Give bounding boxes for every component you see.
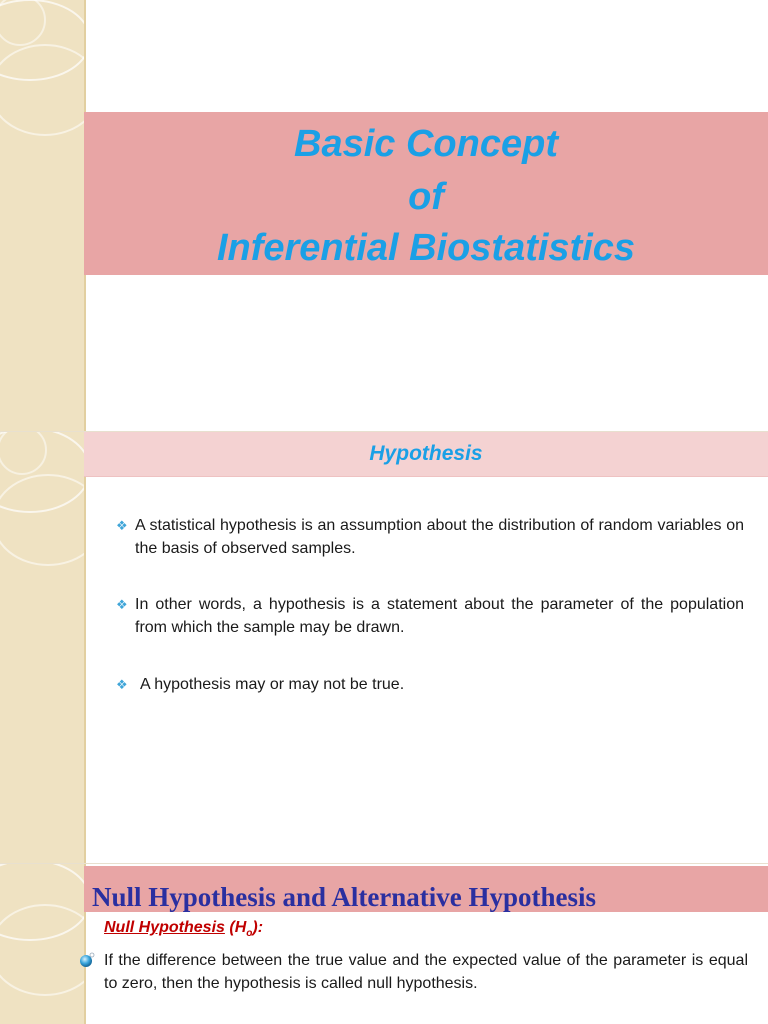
list-item [116,673,744,696]
diamond-bullet-icon: ❖ [116,677,128,692]
definition-text: If the difference between the true value and the expected value of the parameter is equal to zero, then the hypothesis is called null hypothesis. [104,952,748,992]
diamond-bullet-icon: ❖ [116,597,128,612]
bullet-text: In other words, a hypothesis is a statement about the parameter of the population from which the sample may be drawn. [135,596,744,636]
decorative-rings-icon [0,0,84,432]
decorative-side-band [0,0,86,432]
symbol-open: (H [229,919,247,936]
decorative-side-band [0,432,86,864]
list-item [116,593,744,639]
bullet-text: A statistical hypothesis is an assumption about the distribution of random variables on the basis of observed samples. [135,517,744,557]
slide-hypothesis [0,432,768,864]
title-line-2: of [408,176,444,218]
slide-null-hypothesis [0,864,768,1024]
symbol-close: ): [252,919,264,936]
title-line-3: Inferential Biostatistics [216,227,636,269]
diamond-bullet-icon: ❖ [116,518,128,533]
term-label: Null Hypothesis [104,919,225,936]
sphere-bullet-icon [76,952,96,968]
symbol-subscript: o [246,928,253,940]
decorative-rings-icon [0,864,84,1024]
decorative-side-band [0,864,86,1024]
section-heading: Null Hypothesis and Alternative Hypothesis [92,882,597,912]
list-item [116,514,744,560]
bullet-text: A hypothesis may or may not be true. [140,676,405,693]
term-heading [104,919,263,939]
section-heading: Hypothesis [369,442,483,465]
decorative-rings-icon [0,432,84,864]
title-line-1: Basic Concept [294,123,558,165]
slide-title [0,0,768,432]
